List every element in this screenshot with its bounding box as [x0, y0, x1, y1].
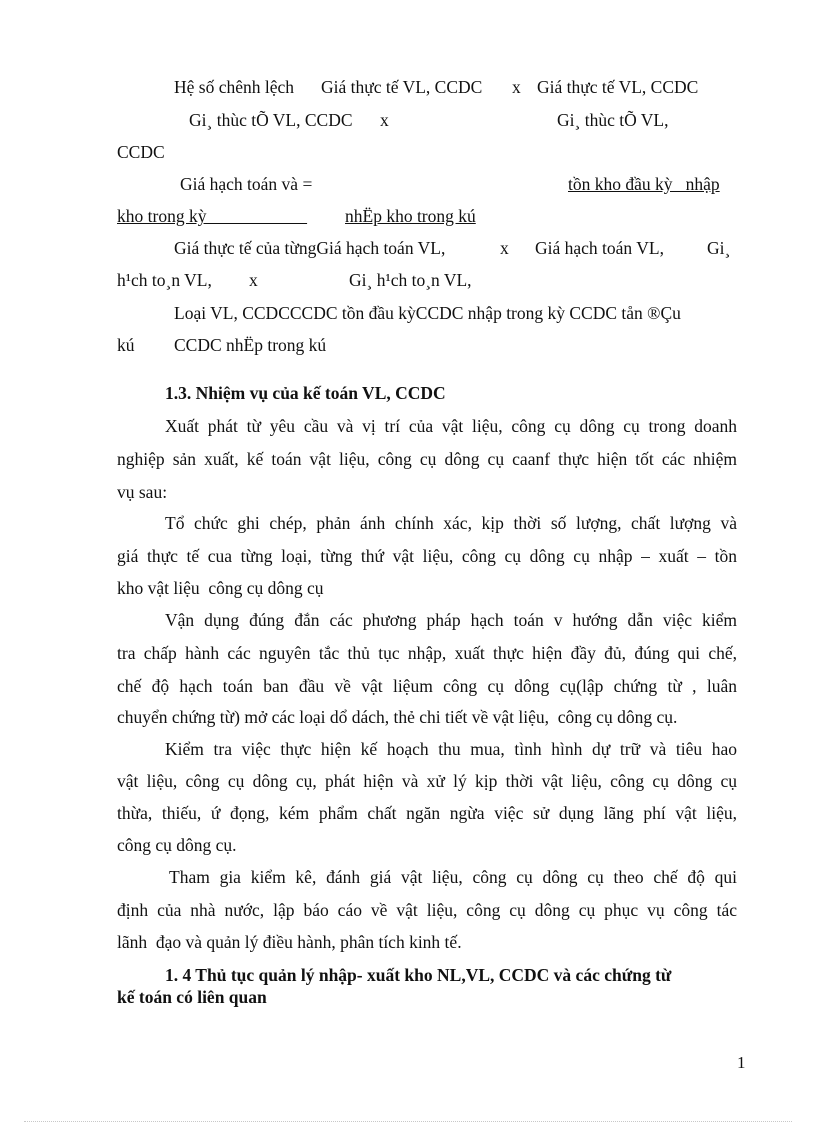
page-number: 1 [737, 1053, 746, 1072]
section-heading-1-4-cont: kế toán có liên quan [117, 987, 267, 1007]
formula-line-4a: Giá hạch toán và = [180, 174, 313, 194]
paragraph-line: định của nhà nước, lập báo cáo về vật liệu, công cụ dông cụ phục vụ công tác [117, 900, 737, 920]
formula-line-4b: tồn kho đầu kỳ nhập [568, 174, 720, 194]
paragraph-line: chế độ hạch toán ban đầu về vật liệum công cụ dông cụ(lập chứng từ , luân [117, 676, 737, 696]
formula-line-6a: Giá thực tế của từngGiá hạch toán VL, [174, 238, 446, 258]
formula-line-1d: Giá thực tế VL, CCDC [537, 77, 699, 97]
paragraph-line: tra chấp hành các nguyên tắc thủ tục nhập, xuất thực hiện đầy đủ, đúng qui chế, [117, 643, 737, 663]
formula-line-1b: Giá thực tế VL, CCDC [321, 77, 483, 97]
formula-line-2c: Gi¸ thùc tÕ VL, [557, 110, 669, 130]
formula-line-9b: CCDC nhËp trong kú [174, 335, 327, 355]
formula-line-7a: h¹ch to¸n VL, [117, 270, 212, 290]
page-bottom-divider [24, 1121, 792, 1122]
formula-line-3: CCDC [117, 142, 165, 162]
section-heading-1-4: 1. 4 Thủ tục quản lý nhập- xuất kho NL,VL, CCDC và các chứng từ [165, 965, 672, 985]
paragraph-line: Xuất phát từ yêu cầu và vị trí của vật liệu, công cụ dông cụ trong doanh [165, 416, 737, 436]
paragraph-line: thừa, thiếu, ứ đọng, kém phẩm chất ngăn ngừa việc sử dụng lãng phí vật liệu, [117, 803, 737, 823]
formula-line-1a: Hệ số chênh lệch [174, 77, 295, 97]
paragraph-line: Kiểm tra việc thực hiện kế hoạch thu mua, tình hình dự trữ và tiêu hao [165, 739, 737, 759]
formula-line-2a: Gi¸ thùc tÕ VL, CCDC [189, 110, 353, 130]
paragraph-line: vụ sau: [117, 482, 168, 502]
paragraph-line: kho vật liệu công cụ dông cụ [117, 578, 324, 598]
paragraph-line: giá thực tế cua từng loại, từng thứ vật liệu, công cụ dông cụ nhập – xuất – tồn [117, 546, 737, 566]
formula-line-6c: Giá hạch toán VL, [535, 238, 664, 258]
formula-line-2b: x [380, 110, 389, 130]
paragraph-line: công cụ dông cụ. [117, 835, 237, 855]
formula-line-7b: x [249, 270, 258, 290]
formula-line-7c: Gi¸ h¹ch to¸n VL, [349, 270, 472, 290]
paragraph-line: vật liệu, công cụ dông cụ, phát hiện và xử lý kịp thời vật liệu, công cụ dông cụ [117, 771, 737, 791]
paragraph-line: Tổ chức ghi chép, phản ánh chính xác, kịp thời số lượng, chất lượng và [165, 513, 737, 533]
formula-line-8: Loại VL, CCDCCCDC tồn đầu kỳCCDC nhập trong kỳ CCDC tån ®Çu [174, 303, 681, 323]
section-heading-1-3: 1.3. Nhiệm vụ của kế toán VL, CCDC [165, 383, 446, 403]
formula-line-6b: x [500, 238, 509, 258]
paragraph-line: chuyển chứng từ) mở các loại dổ dách, thẻ chi tiết về vật liệu, công cụ dông cụ. [117, 707, 678, 727]
formula-line-5a: kho trong kỳ [117, 206, 308, 226]
paragraph-line: nghiệp sản xuất, kế toán vật liệu, công cụ dông cụ caanf thực hiện tốt các nhiệm [117, 449, 737, 469]
formula-line-9a: kú [117, 335, 135, 355]
paragraph-line: Vận dụng đúng đắn các phương pháp hạch toán v hướng dẫn việc kiểm [165, 610, 737, 630]
paragraph-line: lãnh đạo và quản lý điều hành, phân tích kinh tế. [117, 932, 462, 952]
formula-line-6d: Gi¸ [707, 238, 731, 258]
paragraph-line: Tham gia kiểm kê, đánh giá vật liệu, công cụ dông cụ theo chế độ qui [169, 867, 737, 887]
formula-line-1c: x [512, 77, 521, 97]
formula-line-5b: nhËp kho trong kú [345, 206, 476, 226]
